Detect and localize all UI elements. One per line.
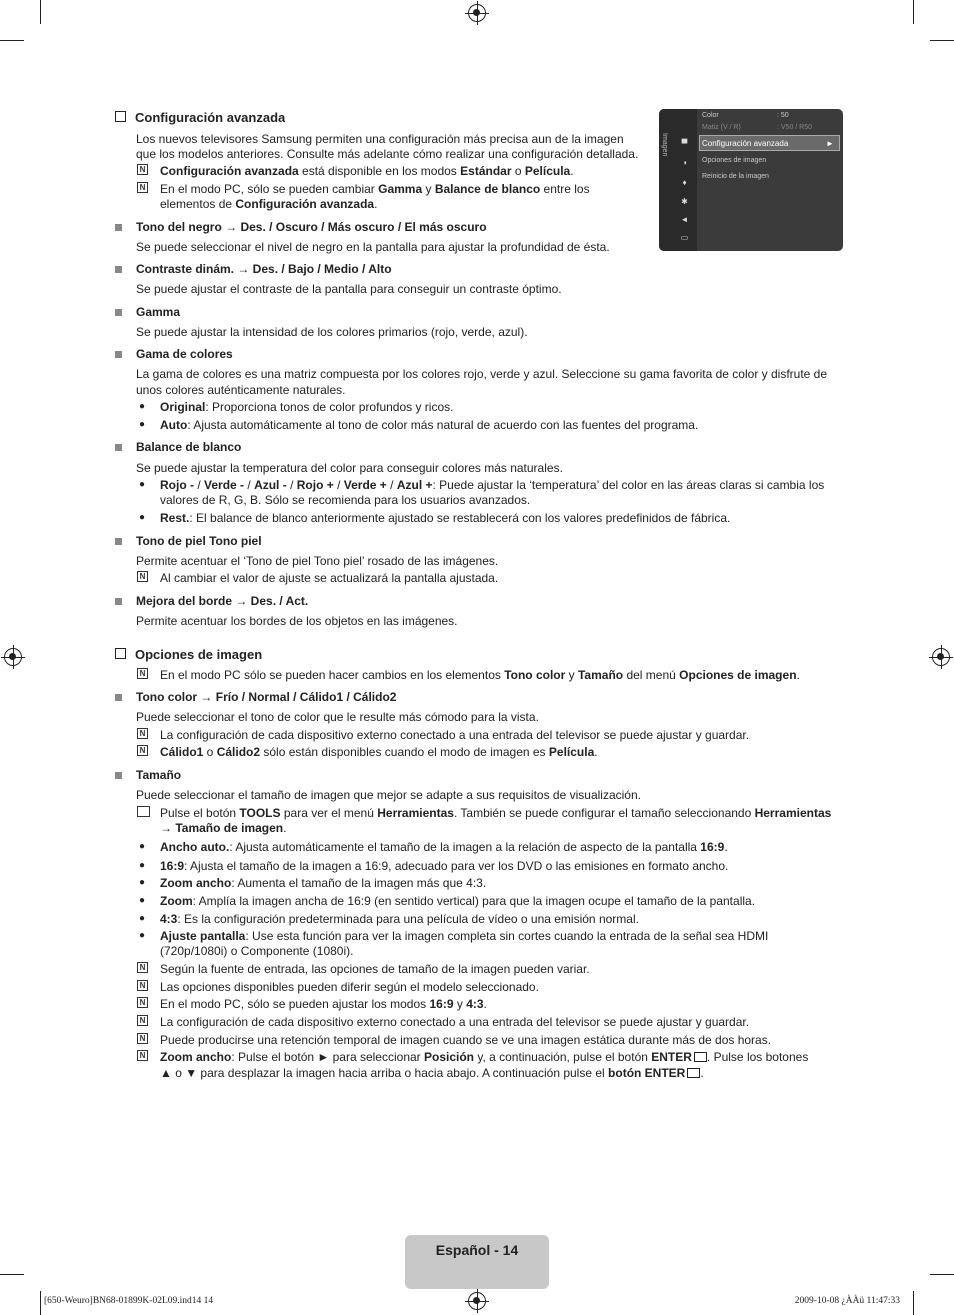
crop-mark: [913, 1291, 914, 1315]
advanced-note-2a: En el modo PC, sólo se pueden cambiar Gamma y Balance de blanco entre los: [160, 182, 590, 196]
contrast-desc: Se puede ajustar el contraste de la pantalla para conseguir un contraste óptimo.: [136, 282, 562, 296]
wb-heading: Balance de blanco: [136, 440, 242, 454]
osd-color-value: : 50: [777, 112, 789, 119]
osd-menu-screenshot: [659, 109, 843, 251]
note-icon: N: [137, 962, 148, 973]
gamut-bullet-auto: Auto: Ajusta automáticamente al tono de color más natural de acuerdo con las fuentes del programa.: [160, 418, 699, 432]
size-bullet-zoom: Zoom: Amplía la imagen ancha de 16:9 (en sentido vertical) para que la imagen ocupe el tamaño de la pantalla.: [160, 894, 756, 908]
crop-mark: [0, 40, 24, 41]
note-icon: N: [137, 745, 148, 756]
bullet-dot-icon: ●: [139, 860, 146, 871]
note-icon: N: [137, 980, 148, 991]
note-icon: N: [137, 997, 148, 1008]
size-note-5: Puede producirse una retención temporal de imagen cuando se ve una imagen estática durante más de dos horas.: [160, 1033, 772, 1047]
bullet-dot-icon: ●: [139, 841, 146, 852]
note-icon: N: [137, 1015, 148, 1026]
crop-mark: [913, 0, 914, 24]
size-bullet-169: 16:9: Ajusta el tamaño de la imagen a 16:9, adecuado para ver los DVD o las emisiones en formato ancho.: [160, 859, 729, 873]
bullet-square-icon: [115, 224, 122, 231]
gamut-bullet-original: Original: Proporciona tonos de color profundos y ricos.: [160, 400, 454, 414]
tools-icon: [137, 806, 150, 817]
skin-heading: Tono de piel Tono piel: [136, 534, 262, 548]
size-bullet-screen-fit: Ajuste pantalla: Use esta función para ver la imagen completa sin cortes cuando la entrada de la señal sea HDMI: [160, 929, 769, 943]
tone-heading: Tono color → Frío / Normal / Cálido1 / Cálido2: [136, 690, 397, 704]
note-icon: N: [137, 571, 148, 582]
size-bullet-43: 4:3: Es la configuración predeterminada para una película de vídeo o una emisión normal.: [160, 912, 639, 926]
section-advanced-title: Configuración avanzada: [115, 110, 285, 125]
osd-highlight-label: Configuración avanzada: [702, 139, 789, 148]
bullet-dot-icon: ●: [139, 479, 146, 490]
support-icon: ▭: [680, 233, 689, 242]
print-slug-right: 2009-10-08 ¿ÀÀü 11:47:33: [794, 1296, 900, 1306]
osd-item-options: Opciones de imagen: [702, 157, 767, 164]
section-options-title: Opciones de imagen: [115, 647, 262, 662]
channel-icon: ♦: [682, 178, 687, 187]
checkbox-square-icon: [115, 648, 126, 659]
black-tone-desc: Se puede seleccionar el nivel de negro en la pantalla para ajustar la profundidad de ésta.: [136, 240, 610, 254]
wb-bullet-reset: Rest.: El balance de blanco anteriormente ajustado se restablecerá con los valores predefinidos de fábrica.: [160, 511, 731, 525]
input-icon: ◄: [680, 215, 689, 224]
note-icon: N: [137, 728, 148, 739]
crop-mark: [40, 0, 41, 24]
size-note-4: La configuración de cada dispositivo externo conectado a una entrada del televisor se puede ajustar y guardar.: [160, 1015, 750, 1029]
sound-icon: ◑: [682, 158, 687, 167]
enter-icon: [694, 1052, 707, 1062]
crop-mark: [930, 40, 954, 41]
note-icon: N: [137, 668, 148, 679]
tone-note-2: Cálido1 o Cálido2 sólo están disponibles cuando el modo de imagen es Película.: [160, 745, 598, 759]
note-icon: N: [137, 1050, 148, 1061]
size-bullet-auto-wide: Ancho auto.: Ajusta automáticamente el tamaño de la imagen a la relación de aspecto de la pantalla 16:9.: [160, 840, 728, 854]
checkbox-square-icon: [115, 111, 126, 122]
wb-bullet-rgb: Rojo - / Verde - / Azul - / Rojo + / Verde + / Azul +: Puede ajustar la ‘temperatura’ del color en las áreas claras si cambia los: [160, 478, 825, 492]
bullet-square-icon: [115, 309, 122, 316]
wb-desc: Se puede ajustar la temperatura del color para conseguir colores más naturales.: [136, 461, 563, 475]
registration-mark-icon: [468, 1292, 486, 1310]
size-note-6a: Zoom ancho: Pulse el botón ► para seleccionar Posición y, a continuación, pulse el botón ENTER . Pulse los botones: [160, 1050, 809, 1064]
bullet-square-icon: [115, 772, 122, 779]
black-tone-heading: Tono del negro → Des. / Oscuro / Más oscuro / El más oscuro: [136, 220, 487, 234]
bullet-dot-icon: ●: [139, 419, 146, 430]
skin-desc: Permite acentuar el ‘Tono de piel Tono piel’ rosado de las imágenes.: [136, 554, 499, 568]
contrast-heading: Contraste dinám. → Des. / Bajo / Medio / Alto: [136, 262, 392, 276]
setup-icon: ✱: [681, 197, 688, 206]
size-heading: Tamaño: [136, 768, 182, 782]
advanced-intro-2: que los modelos anteriores. Consulte más adelante cómo realizar una configuración detallada.: [136, 147, 639, 161]
page-number: Español - 14: [435, 1242, 519, 1258]
tone-desc: Puede seleccionar el tono de color que le resulte más cómodo para la vista.: [136, 710, 539, 724]
size-bullet-zoom-wide: Zoom ancho: Aumenta el tamaño de la imagen más que 4:3.: [160, 876, 487, 890]
registration-mark-icon: [932, 648, 950, 666]
print-slug-left: [650-Weuro]BN68-01899K-02L09.ind14 14: [44, 1296, 214, 1306]
picture-icon: ▀: [681, 139, 688, 148]
gamut-desc-1: La gama de colores es una matriz compuesta por los colores rojo, verde y azul. Seleccione su gama favorita de color y disfrute de: [136, 367, 828, 381]
options-note-pc: En el modo PC sólo se pueden hacer cambios en los elementos Tono color y Tamaño del menú Opciones de imagen.: [160, 668, 800, 682]
crop-mark: [930, 1274, 954, 1275]
advanced-intro-1: Los nuevos televisores Samsung permiten una configuración más precisa aun de la imagen: [136, 132, 624, 146]
bullet-square-icon: [115, 444, 122, 451]
edge-heading: Mejora del borde → Des. / Act.: [136, 594, 309, 608]
registration-mark-icon: [4, 648, 22, 666]
size-note-6b: ▲ o ▼ para desplazar la imagen hacia arriba o hacia abajo. A continuación pulse el botón ENTER .: [160, 1066, 704, 1080]
size-note-2: Las opciones disponibles pueden diferir según el modelo seleccionado.: [160, 980, 539, 994]
gamut-desc-2: unos colores auténticamente naturales.: [136, 383, 346, 397]
bullet-dot-icon: ●: [139, 512, 146, 523]
size-note-1: Según la fuente de entrada, las opciones de tamaño de la imagen pueden variar.: [160, 962, 590, 976]
size-tools-2: → Tamaño de imagen.: [160, 821, 287, 835]
tone-note-1: La configuración de cada dispositivo externo conectado a una entrada del televisor se puede ajustar y guardar.: [160, 728, 750, 742]
size-note-3: En el modo PC, sólo se pueden ajustar los modos 16:9 y 4:3.: [160, 997, 487, 1011]
osd-arrow-icon: ►: [826, 139, 834, 148]
crop-mark: [0, 1274, 24, 1275]
bullet-dot-icon: ●: [139, 877, 146, 888]
bullet-dot-icon: ●: [139, 930, 146, 941]
crop-mark: [40, 1291, 41, 1315]
osd-tint-value: : V50 / R50: [777, 124, 813, 131]
osd-sidebar: [659, 109, 697, 251]
bullet-square-icon: [115, 538, 122, 545]
note-icon: N: [137, 164, 148, 175]
size-bullet-screen-fit-2: (720p/1080i) o Componente (1080i).: [160, 944, 354, 958]
osd-side-label: Imagen: [661, 133, 668, 157]
bullet-square-icon: [115, 351, 122, 358]
page-footer-tab: [405, 1235, 549, 1289]
enter-icon: [687, 1068, 700, 1078]
osd-tint-label: Matiz (V / R): [702, 124, 741, 131]
wb-bullet-rgb-2: valores de R, G, B. Sólo se recomienda para los usuarios avanzados.: [160, 493, 531, 507]
gamut-heading: Gama de colores: [136, 347, 233, 361]
bullet-dot-icon: ●: [139, 401, 146, 412]
bullet-square-icon: [115, 266, 122, 273]
size-tools-1: Pulse el botón TOOLS para ver el menú Herramientas. También se puede configurar el tamaño seleccionando Herramientas: [160, 806, 832, 820]
bullet-square-icon: [115, 694, 122, 701]
osd-color-label: Color: [702, 112, 719, 119]
osd-item-reset: Reinicio de la imagen: [702, 173, 769, 180]
skin-note: Al cambiar el valor de ajuste se actualizará la pantalla ajustada.: [160, 571, 499, 585]
size-desc: Puede seleccionar el tamaño de imagen que mejor se adapte a sus requisitos de visualización.: [136, 788, 641, 802]
bullet-dot-icon: ●: [139, 913, 146, 924]
bullet-dot-icon: ●: [139, 895, 146, 906]
gamma-desc: Se puede ajustar la intensidad de los colores primarios (rojo, verde, azul).: [136, 325, 528, 339]
note-icon: N: [137, 182, 148, 193]
bullet-square-icon: [115, 598, 122, 605]
advanced-note-2b: elementos de Configuración avanzada.: [160, 197, 378, 211]
advanced-note-1: Configuración avanzada está disponible en los modos Estándar o Película.: [160, 164, 574, 178]
note-icon: N: [137, 1033, 148, 1044]
edge-desc: Permite acentuar los bordes de los objetos en las imágenes.: [136, 614, 458, 628]
gamma-heading: Gamma: [136, 305, 181, 319]
registration-mark-icon: [468, 4, 486, 22]
